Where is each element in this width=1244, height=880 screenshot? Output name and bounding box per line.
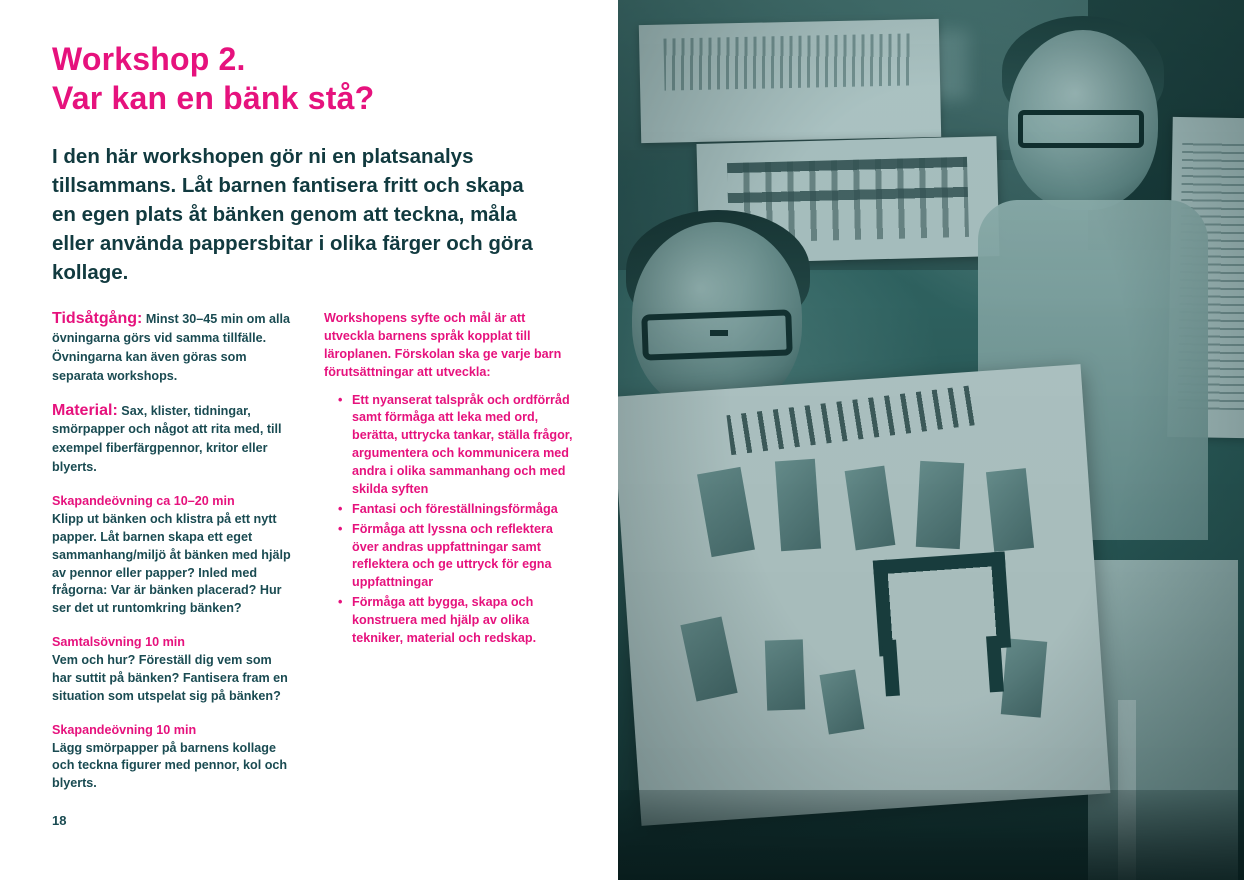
block-tidsatgang	[52, 310, 292, 386]
list-item: • Ett nyanserat talspråk och ordförråd samt förmåga att leka med ord, berätta, uttrycka tankar, ställa frågor, argumentera och kommunicera med andra i olika sammanhang och med skilda syften	[340, 392, 574, 499]
block-material-text: Sax, klister, tidningar, smörpapper och något att rita med, till exempel fiberfärgpennor, kritor eller blyerts.	[52, 403, 282, 475]
block-skapandeovning-1	[52, 493, 292, 618]
list-item: • Fantasi och föreställningsförmåga	[340, 501, 574, 519]
page-title	[52, 40, 572, 118]
photo-floor	[618, 790, 1244, 880]
list-item: • Förmåga att lyssna och reflektera över andras uppfattningar samt reflektera och ge uttryck för egna uppfattningar	[340, 521, 574, 593]
column-left	[52, 310, 292, 793]
collage-strip	[916, 461, 964, 549]
collage-strip	[1001, 638, 1047, 717]
block-samtalsovning-label: Samtalsövning 10 min	[52, 635, 185, 650]
list-item: • Förmåga att bygga, skapa och konstruera med hjälp av olika tekniker, material och redskap.	[340, 594, 574, 648]
block-skapandeovning-2-text: Lägg smörpapper på barnens kollage och teckna figurer med pennor, kol och blyerts.	[52, 740, 288, 791]
intro-paragraph: I den här workshopen gör ni en platsanalys tillsammans. Låt barnen fantisera fritt och skapa en egen plats åt bänken genom att teckna, måla eller använda pappersbitar i olika färger och göra kollage.	[52, 145, 533, 285]
column-right	[324, 310, 574, 793]
goals-list	[324, 392, 574, 648]
goals-intro: Workshopens syfte och mål är att utveckla barnens språk kopplat till läroplanen. Förskolan ska ge varje barn förutsättningar att utveckla:	[324, 311, 562, 379]
block-skapandeovning-2	[52, 722, 292, 794]
text-columns	[52, 310, 582, 793]
page-number: 18	[52, 813, 67, 828]
drawing-sketch-top	[663, 33, 914, 90]
block-material	[52, 402, 292, 478]
block-skapandeovning-1-label: Skapandeövning ca 10–20 min	[52, 494, 235, 508]
photo-panel	[618, 0, 1244, 880]
page-left-content	[0, 0, 618, 880]
block-skapandeovning-2-label: Skapandeövning 10 min	[52, 722, 197, 737]
block-material-label: Material:	[52, 401, 118, 419]
block-tidsatgang-label: Tidsåtgång:	[52, 310, 143, 327]
collage-strip	[765, 639, 805, 710]
block-skapandeovning-1-text: Klipp ut bänken och klistra på ett nytt papper. Låt barnen skapa ett eget sammanhang/miljö åt bänken med hjälp av pennor eller papper? Inled med frågorna: Var är bänken placerad? Hur ser det ut runtomkring bänken?	[52, 511, 291, 616]
block-samtalsovning-text: Vem och hur? Föreställ dig vem som har suttit på bänken? Fantisera fram en situation som utspelat sig på bänken?	[52, 653, 288, 703]
block-tidsatgang-text: Minst 30–45 min om alla övningarna görs vid samma tillfälle. Övningarna kan även göras som separata workshops.	[52, 312, 291, 383]
collage-strip	[986, 468, 1034, 552]
collage-strip	[775, 459, 821, 552]
page-title-line1: Workshop 2.	[52, 41, 246, 77]
child-left-glasses-bridge	[710, 330, 728, 336]
child-right-glasses	[1018, 110, 1144, 148]
page-title-line2: Var kan en bänk stå?	[52, 80, 375, 117]
workshop-photo	[618, 0, 1244, 880]
block-samtalsovning	[52, 634, 292, 706]
